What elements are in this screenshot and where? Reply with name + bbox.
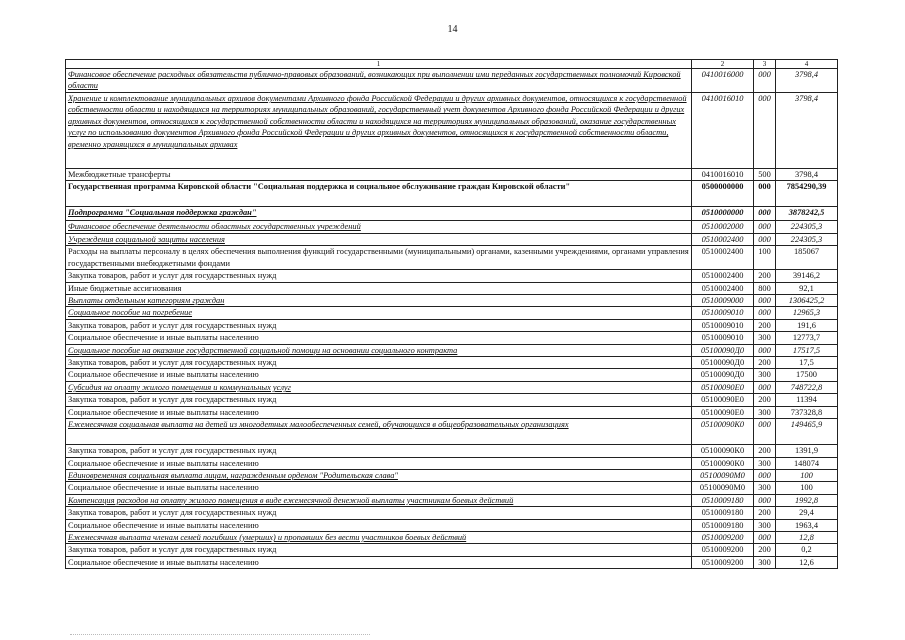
row-type: 200: [754, 357, 776, 369]
row-name: Социальное обеспечение и иные выплаты населению: [66, 482, 692, 494]
table-row: [66, 419, 838, 445]
row-type: 300: [754, 369, 776, 381]
row-name: Социальное обеспечение и иные выплаты населению: [66, 457, 692, 469]
column-header-row: [66, 60, 838, 69]
row-type: 300: [754, 556, 776, 568]
row-type: 300: [754, 482, 776, 494]
row-name: Закупка товаров, работ и услуг для государственных нужд: [66, 544, 692, 556]
row-sum: 149465,9: [776, 419, 838, 445]
row-type: 300: [754, 332, 776, 344]
table-row: [66, 93, 838, 169]
row-sum: 1391,9: [776, 445, 838, 457]
table-row: [66, 282, 838, 294]
row-type: 000: [754, 469, 776, 481]
row-name: Государственная программа Кировской области "Социальная поддержка и социальное обслуживание граждан Кировской области": [66, 181, 692, 207]
table-row: [66, 519, 838, 531]
row-name: Закупка товаров, работ и услуг для государственных нужд: [66, 270, 692, 282]
row-code: 0500000000: [692, 181, 754, 207]
row-sum: 12,8: [776, 531, 838, 543]
table-row: [66, 357, 838, 369]
row-code: 0510002400: [692, 233, 754, 245]
row-name: Межбюджетные трансферты: [66, 169, 692, 181]
column-header: 4: [776, 60, 838, 69]
row-sum: 224305,3: [776, 233, 838, 245]
row-sum: 224305,3: [776, 221, 838, 233]
row-code: 0510009180: [692, 519, 754, 531]
row-code: 0510002400: [692, 246, 754, 270]
row-sum: 3798,4: [776, 69, 838, 93]
row-type: 000: [754, 307, 776, 319]
row-name: Социальное обеспечение и иные выплаты населению: [66, 369, 692, 381]
row-code: 05100090Д0: [692, 369, 754, 381]
row-sum: 17517,5: [776, 344, 838, 356]
table-row: [66, 270, 838, 282]
row-type: 200: [754, 394, 776, 406]
row-type: 000: [754, 69, 776, 93]
row-type: 000: [754, 381, 776, 393]
row-sum: 748722,8: [776, 381, 838, 393]
table-row: [66, 445, 838, 457]
row-name: Социальное пособие на погребение: [66, 307, 692, 319]
row-type: 300: [754, 457, 776, 469]
row-type: 200: [754, 270, 776, 282]
row-name: Учреждения социальной защиты населения: [66, 233, 692, 245]
row-sum: 3798,4: [776, 93, 838, 169]
row-name: Социальное обеспечение и иные выплаты населению: [66, 406, 692, 418]
footer-divider: [70, 634, 370, 635]
row-sum: 148074: [776, 457, 838, 469]
row-name: Закупка товаров, работ и услуг для государственных нужд: [66, 507, 692, 519]
row-code: 0510000000: [692, 207, 754, 221]
row-code: 05100090К0: [692, 419, 754, 445]
row-code: 0510009180: [692, 494, 754, 506]
row-type: 200: [754, 319, 776, 331]
table-row: [66, 332, 838, 344]
row-code: 0510009180: [692, 507, 754, 519]
row-type: 200: [754, 507, 776, 519]
row-code: 05100090Е0: [692, 394, 754, 406]
row-code: 05100090Е0: [692, 381, 754, 393]
table-row: [66, 494, 838, 506]
row-type: 000: [754, 295, 776, 307]
row-type: 300: [754, 519, 776, 531]
row-sum: 737328,8: [776, 406, 838, 418]
row-type: 500: [754, 169, 776, 181]
row-sum: 100: [776, 469, 838, 481]
row-code: 0510009010: [692, 307, 754, 319]
row-name: Закупка товаров, работ и услуг для государственных нужд: [66, 357, 692, 369]
column-header: 3: [754, 60, 776, 69]
row-name: Хранение и комплектование муниципальных архивов документами Архивного фонда Российской Федерации и других архивных документов, относящихся к государственной собственности области и находящихся на территориях муниципальных образований, государственный учет документов Архивного фонда Российской Федерации и других архивных документов, относящихся к государственной собственности области и находящихся на территориях муниципальных образований, оказание государственных услуг по использованию документов Архивного фонда Российской Федерации и других архивных документов, относящихся к государственной собственности области, временно хранящихся в муниципальных архивах: [66, 93, 692, 169]
row-sum: 12,6: [776, 556, 838, 568]
row-name: Субсидия на оплату жилого помещения и коммунальных услуг: [66, 381, 692, 393]
row-code: 05100090Е0: [692, 406, 754, 418]
row-type: 300: [754, 406, 776, 418]
row-name: Социальное обеспечение и иные выплаты населению: [66, 332, 692, 344]
row-code: 05100090М0: [692, 482, 754, 494]
table-row: [66, 169, 838, 181]
row-sum: 100: [776, 482, 838, 494]
table-row: [66, 207, 838, 221]
row-sum: 191,6: [776, 319, 838, 331]
row-type: 000: [754, 531, 776, 543]
row-name: Единовременная социальная выплата лицам, награжденным орденом "Родительская слава": [66, 469, 692, 481]
row-sum: 11394: [776, 394, 838, 406]
row-code: 0410016010: [692, 93, 754, 169]
row-sum: 39146,2: [776, 270, 838, 282]
table-row: [66, 233, 838, 245]
table-row: [66, 69, 838, 93]
table-row: [66, 507, 838, 519]
row-name: Компенсация расходов на оплату жилого помещения в виде ежемесячной денежной выплаты участникам боевых действий: [66, 494, 692, 506]
table-row: [66, 307, 838, 319]
row-code: 0510009200: [692, 556, 754, 568]
row-code: 0510009010: [692, 332, 754, 344]
row-sum: 92,1: [776, 282, 838, 294]
table-row: [66, 246, 838, 270]
row-type: 000: [754, 181, 776, 207]
row-type: 200: [754, 445, 776, 457]
row-code: 0410016010: [692, 169, 754, 181]
table-row: [66, 295, 838, 307]
row-name: Выплаты отдельным категориям граждан: [66, 295, 692, 307]
row-sum: 1963,4: [776, 519, 838, 531]
table-row: [66, 457, 838, 469]
row-code: 0510009200: [692, 531, 754, 543]
page-number: 14: [447, 24, 458, 35]
row-sum: 7854290,39: [776, 181, 838, 207]
row-code: 0510002000: [692, 221, 754, 233]
row-code: 0510002400: [692, 282, 754, 294]
table-row: [66, 482, 838, 494]
table-row: [66, 344, 838, 356]
row-type: 000: [754, 221, 776, 233]
row-type: 000: [754, 207, 776, 221]
row-name: Подпрограмма "Социальная поддержка граждан": [66, 207, 692, 221]
row-code: 0510009000: [692, 295, 754, 307]
row-name: Социальное обеспечение и иные выплаты населению: [66, 519, 692, 531]
table-row: [66, 406, 838, 418]
table-row: [66, 381, 838, 393]
row-sum: 12773,7: [776, 332, 838, 344]
table-row: [66, 544, 838, 556]
table-row: [66, 394, 838, 406]
row-name: Ежемесячная социальная выплата на детей из многодетных малообеспеченных семей, обучающихся в общеобразовательных организациях: [66, 419, 692, 445]
row-sum: 29,4: [776, 507, 838, 519]
row-sum: 3878242,5: [776, 207, 838, 221]
row-name: Финансовое обеспечение деятельности областных государственных учреждений: [66, 221, 692, 233]
row-name: Закупка товаров, работ и услуг для государственных нужд: [66, 445, 692, 457]
row-name: Расходы на выплаты персоналу в целях обеспечения выполнения функций государственными (муниципальными) органами, казенными учреждениями, органами управления государственными внебюджетными фондами: [66, 246, 692, 270]
row-type: 800: [754, 282, 776, 294]
row-name: Ежемесячная выплата членам семей погибших (умерших) и пропавших без вести участников боевых действий: [66, 531, 692, 543]
row-type: 000: [754, 419, 776, 445]
row-sum: 1306425,2: [776, 295, 838, 307]
column-header: 1: [66, 60, 692, 69]
row-code: 05100090Д0: [692, 344, 754, 356]
table-row: [66, 221, 838, 233]
row-code: 05100090К0: [692, 457, 754, 469]
row-name: Социальное обеспечение и иные выплаты населению: [66, 556, 692, 568]
row-code: 0510009010: [692, 319, 754, 331]
table-row: [66, 556, 838, 568]
table-row: [66, 531, 838, 543]
row-code: 0510009200: [692, 544, 754, 556]
row-name: Иные бюджетные ассигнования: [66, 282, 692, 294]
row-name: Социальное пособие на оказание государственной социальной помощи на основании социального контракта: [66, 344, 692, 356]
row-code: 05100090Д0: [692, 357, 754, 369]
row-sum: 1992,8: [776, 494, 838, 506]
budget-table: [65, 59, 838, 569]
row-sum: 12965,3: [776, 307, 838, 319]
table-row: [66, 369, 838, 381]
row-name: Закупка товаров, работ и услуг для государственных нужд: [66, 319, 692, 331]
table-row: [66, 181, 838, 207]
row-type: 100: [754, 246, 776, 270]
row-type: 000: [754, 494, 776, 506]
row-code: 05100090К0: [692, 445, 754, 457]
row-type: 000: [754, 93, 776, 169]
row-sum: 0,2: [776, 544, 838, 556]
row-type: 200: [754, 544, 776, 556]
table-row: [66, 319, 838, 331]
column-header: 2: [692, 60, 754, 69]
row-code: 05100090М0: [692, 469, 754, 481]
row-sum: 3798,4: [776, 169, 838, 181]
row-type: 000: [754, 233, 776, 245]
row-name: Финансовое обеспечение расходных обязательств публично-правовых образований, возникающих при выполнении ими переданных государственных полномочий Кировской области: [66, 69, 692, 93]
row-code: 0410016000: [692, 69, 754, 93]
row-sum: 185067: [776, 246, 838, 270]
row-sum: 17,5: [776, 357, 838, 369]
row-code: 0510002400: [692, 270, 754, 282]
table-row: [66, 469, 838, 481]
row-type: 000: [754, 344, 776, 356]
row-name: Закупка товаров, работ и услуг для государственных нужд: [66, 394, 692, 406]
row-sum: 17500: [776, 369, 838, 381]
